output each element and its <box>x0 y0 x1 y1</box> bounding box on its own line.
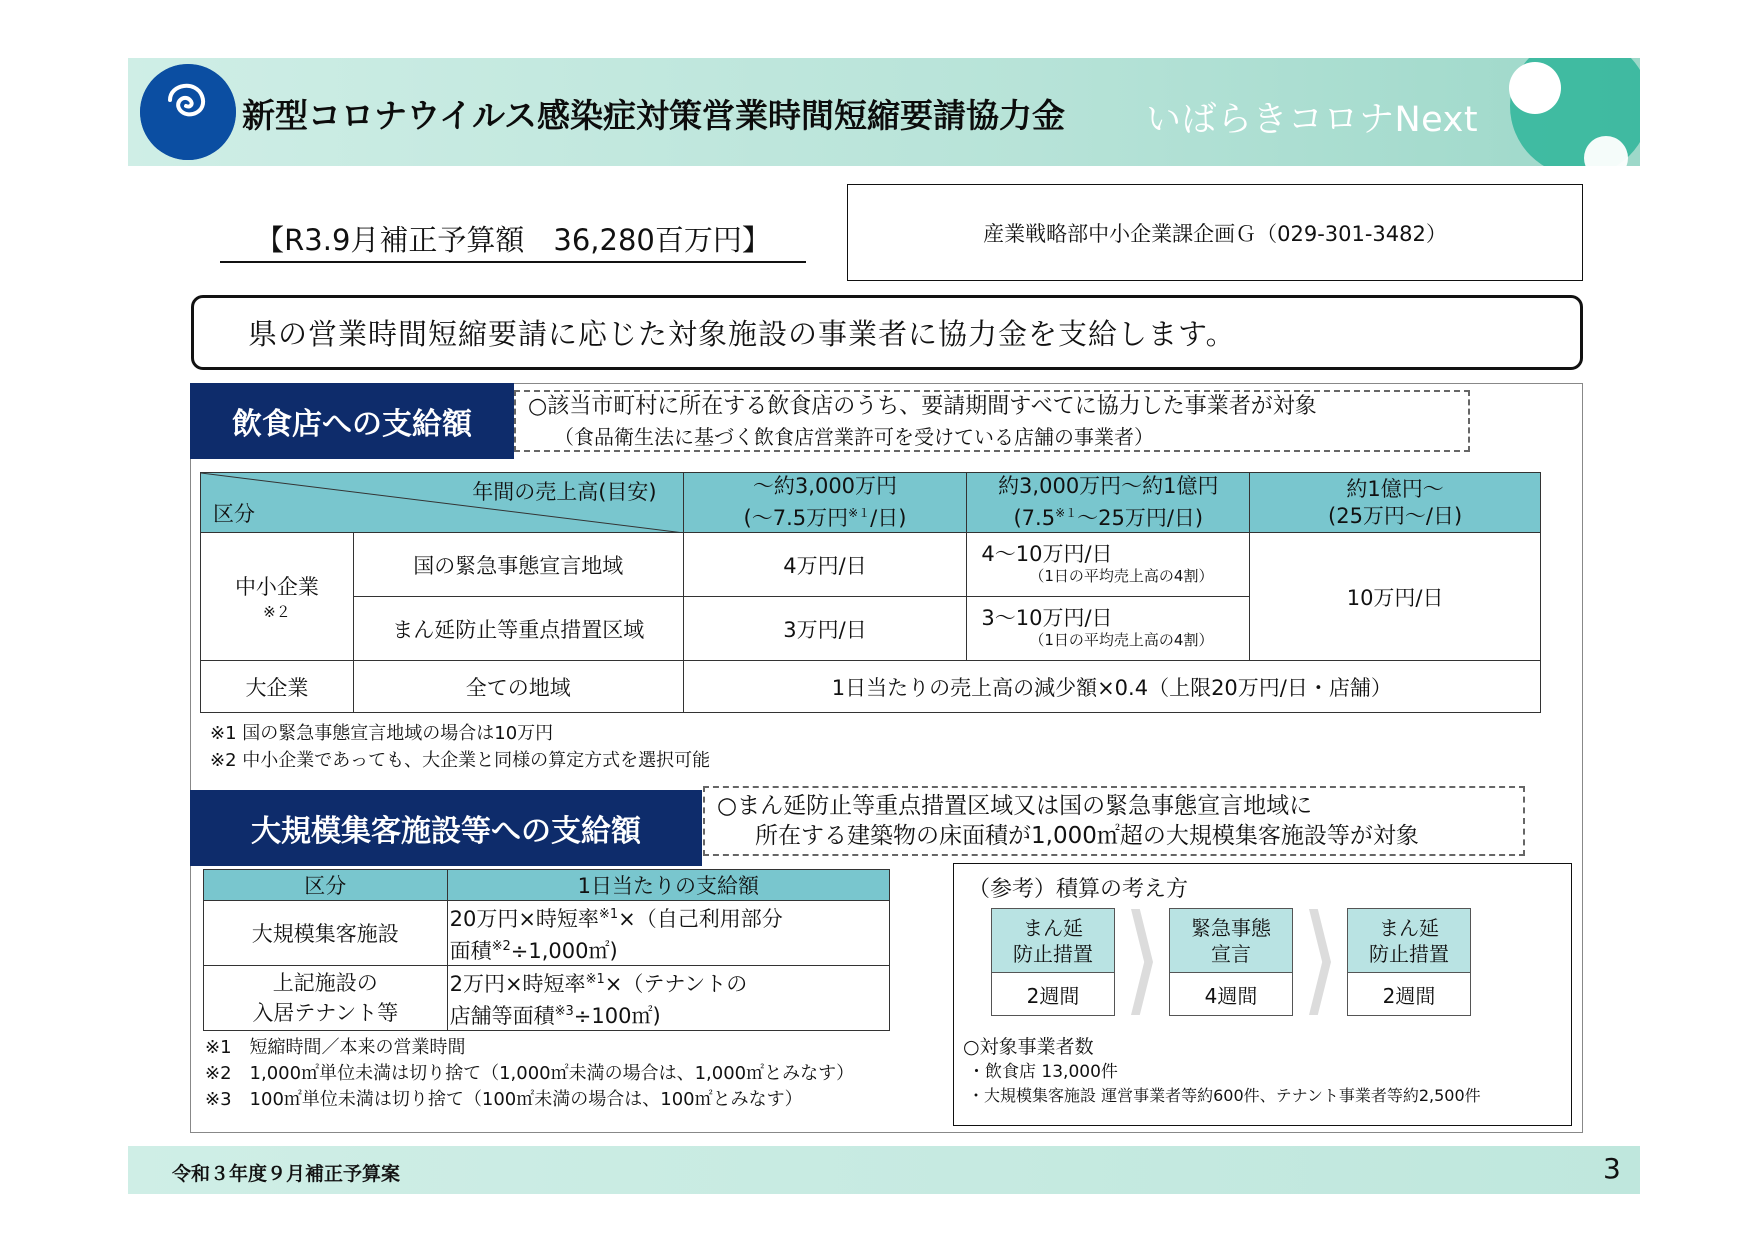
r1-sup1: ※1 <box>598 907 619 922</box>
col1-sup: ※１ <box>848 506 871 520</box>
sme-emergency-col2 <box>967 533 1250 597</box>
step-1-label <box>992 909 1114 973</box>
facility-section-title: 大規模集客施設等への支給額 <box>190 790 702 866</box>
facility-note-line1: ○まん延防止等重点措置区域又は国の緊急事態宣言地域に <box>717 793 1313 819</box>
sme-note: ※２ <box>263 603 291 621</box>
r1-d: ÷1,000㎡) <box>510 939 618 963</box>
facility-row1-line2 <box>450 933 889 965</box>
r2-b: ×（テナントの <box>604 972 748 996</box>
sme-priority-col2-value: 3～10万円/日 <box>981 605 1113 630</box>
step-1-line2: 防止措置 <box>1013 941 1093 966</box>
table-row <box>201 661 1541 713</box>
col3-line2: (25万円～/日) <box>1328 503 1463 528</box>
contact-text: 産業戦略部中小企業課企画Ｇ（029-301-3482） <box>983 221 1447 246</box>
col2-line2 <box>967 500 1249 532</box>
contact-box <box>847 184 1583 281</box>
page-title: 新型コロナウイルス感染症対策営業時間短縮要請協力金 <box>242 96 1066 135</box>
facility-row2-line2 <box>450 998 889 1030</box>
col1-line2-text: (～7.5万円 <box>743 506 849 530</box>
step-priority-2 <box>1347 908 1471 1016</box>
col3-line1: 約1億円～ <box>1346 476 1444 501</box>
large-company-label: 大企業 <box>201 661 354 713</box>
table-row <box>201 533 1541 597</box>
category-header-label: 区分 <box>213 502 255 526</box>
emergency-area-cell: 国の緊急事態宣言地域 <box>353 533 683 597</box>
facility-note-line2: 所在する建築物の床面積が1,000㎡超の大規模集客施設等が対象 <box>755 823 1419 849</box>
table-row <box>204 966 890 1031</box>
sme-col3: 10万円/日 <box>1250 533 1541 661</box>
facility-row1-label: 大規模集客施設 <box>204 901 448 966</box>
step-priority-1 <box>991 908 1115 1016</box>
summary-text: 県の営業時間短縮要請に応じた対象施設の事業者に協力金を支給します。 <box>248 317 1236 351</box>
facility-eligibility-note <box>703 786 1525 856</box>
sme-emergency-col1: 4万円/日 <box>683 533 967 597</box>
facility-row2-label <box>204 966 448 1031</box>
r2-sup3: ※3 <box>554 1004 574 1019</box>
col1-tail: /日) <box>870 506 907 530</box>
budget-amount: 【R3.9月補正予算額 36,280百万円】 <box>220 218 806 263</box>
col1-line2 <box>684 500 967 532</box>
r1-b: ×（自己利用部分 <box>618 907 783 931</box>
reference-title: （参考）積算の考え方 <box>968 877 1189 902</box>
diagonal-header-cell <box>201 473 684 533</box>
restaurant-payment-table <box>200 472 1541 713</box>
r2-d: ÷100㎡) <box>573 1004 661 1028</box>
facility-payment-table <box>203 869 890 1031</box>
restaurant-eligibility-note <box>514 390 1470 452</box>
step-3-line1: まん延 <box>1379 915 1439 940</box>
col-header-under-30m <box>683 473 967 533</box>
brand-slogan: いばらきコロナNext <box>1146 100 1479 140</box>
col2-tail: ～25万円/日) <box>1077 506 1204 530</box>
r1-a: 20万円×時短率 <box>449 907 599 931</box>
r1-sup2: ※2 <box>491 939 511 954</box>
header-decoration <box>1490 58 1640 166</box>
restaurant-note-line1: ○該当市町村に所在する飲食店のうち、要請期間すべてに協力した事業者が対象 <box>528 394 1317 419</box>
col-header-30m-to-100m <box>967 473 1250 533</box>
r2-sup1: ※1 <box>585 972 605 987</box>
prefecture-logo-icon <box>140 64 236 160</box>
summary-box <box>191 295 1583 370</box>
col1-line1: ～約3,000万円 <box>752 474 898 498</box>
facility-header-amount: 1日当たりの支給額 <box>447 870 889 901</box>
facility-row2-formula <box>447 966 889 1031</box>
target-count-facilities: ・大規模集客施設 運営事業者等約600件、テナント事業者等約2,500件 <box>968 1086 1481 1105</box>
r1-c: 面積 <box>449 939 492 963</box>
sme-priority-col2-sub: （1日の平均売上高の4割） <box>1029 630 1214 649</box>
sme-priority-col2 <box>967 597 1250 661</box>
arrow-right-icon <box>1309 909 1331 1015</box>
step-2-label <box>1170 909 1292 973</box>
facility-row1-line1 <box>450 901 889 933</box>
step-2-weeks: 4週間 <box>1170 973 1292 1015</box>
sme-label-cell <box>201 533 354 661</box>
sme-label: 中小企業 <box>234 575 319 599</box>
r2-label2: 入居テナント等 <box>252 1001 399 1025</box>
step-3-label <box>1348 909 1470 973</box>
sme-priority-col1: 3万円/日 <box>683 597 967 661</box>
col-header-over-100m <box>1250 473 1541 533</box>
table-row <box>204 901 890 966</box>
facility-row1-formula <box>447 901 889 966</box>
restaurant-section-title: 飲食店への支給額 <box>190 383 514 459</box>
r2-label1: 上記施設の <box>272 971 378 995</box>
table-header-row <box>201 473 1541 533</box>
all-areas-cell: 全ての地域 <box>353 661 683 713</box>
sales-header-label: 年間の売上高(目安) <box>472 480 657 504</box>
col2-line2-text: (7.5 <box>1013 506 1056 530</box>
sme-emergency-col2-value: 4～10万円/日 <box>981 541 1113 566</box>
footer-label: 令和３年度９月補正予算案 <box>172 1163 401 1185</box>
col2-line1: 約3,000万円～約1億円 <box>998 474 1219 498</box>
r2-a: 2万円×時短率 <box>449 972 586 996</box>
col2-sup: ※１ <box>1055 506 1078 520</box>
step-3-line2: 防止措置 <box>1369 941 1449 966</box>
arrow-right-icon <box>1131 909 1153 1015</box>
step-3-weeks: 2週間 <box>1348 973 1470 1015</box>
page-number: 3 <box>1603 1152 1621 1185</box>
step-emergency <box>1169 908 1293 1016</box>
restaurant-footnote-2: ※2 中小企業であっても、大企業と同様の算定方式を選択可能 <box>210 750 711 771</box>
facility-footnote-2: ※2 1,000㎡単位未満は切り捨て（1,000㎡未満の場合は、1,000㎡とみなす） <box>205 1063 855 1084</box>
sme-emergency-col2-sub: （1日の平均売上高の4割） <box>1029 566 1214 585</box>
large-company-value: 1日当たりの売上高の減少額×0.4（上限20万円/日・店舗） <box>683 661 1540 713</box>
step-2-line2: 宣言 <box>1211 941 1251 966</box>
target-count-title: ○対象事業者数 <box>963 1036 1094 1058</box>
step-2-line1: 緊急事態 <box>1191 915 1271 940</box>
facility-footnote-1: ※1 短縮時間／本来の営業時間 <box>205 1037 466 1058</box>
priority-area-cell: まん延防止等重点措置区域 <box>353 597 683 661</box>
target-count-restaurants: ・飲食店 13,000件 <box>968 1062 1118 1082</box>
facility-header-category: 区分 <box>204 870 448 901</box>
step-1-line1: まん延 <box>1023 915 1083 940</box>
facility-footnote-3: ※3 100㎡単位未満は切り捨て（100㎡未満の場合は、100㎡とみなす） <box>205 1089 803 1110</box>
restaurant-footnote-1: ※1 国の緊急事態宣言地域の場合は10万円 <box>210 723 554 744</box>
restaurant-note-line2: （食品衛生法に基づく飲食店営業許可を受けている店舗の事業者） <box>554 425 1154 449</box>
table-header-row <box>204 870 890 901</box>
r2-c: 店舗等面積 <box>449 1004 555 1028</box>
facility-row2-line1 <box>450 966 889 998</box>
step-1-weeks: 2週間 <box>992 973 1114 1015</box>
reference-timeline <box>991 908 1471 1016</box>
